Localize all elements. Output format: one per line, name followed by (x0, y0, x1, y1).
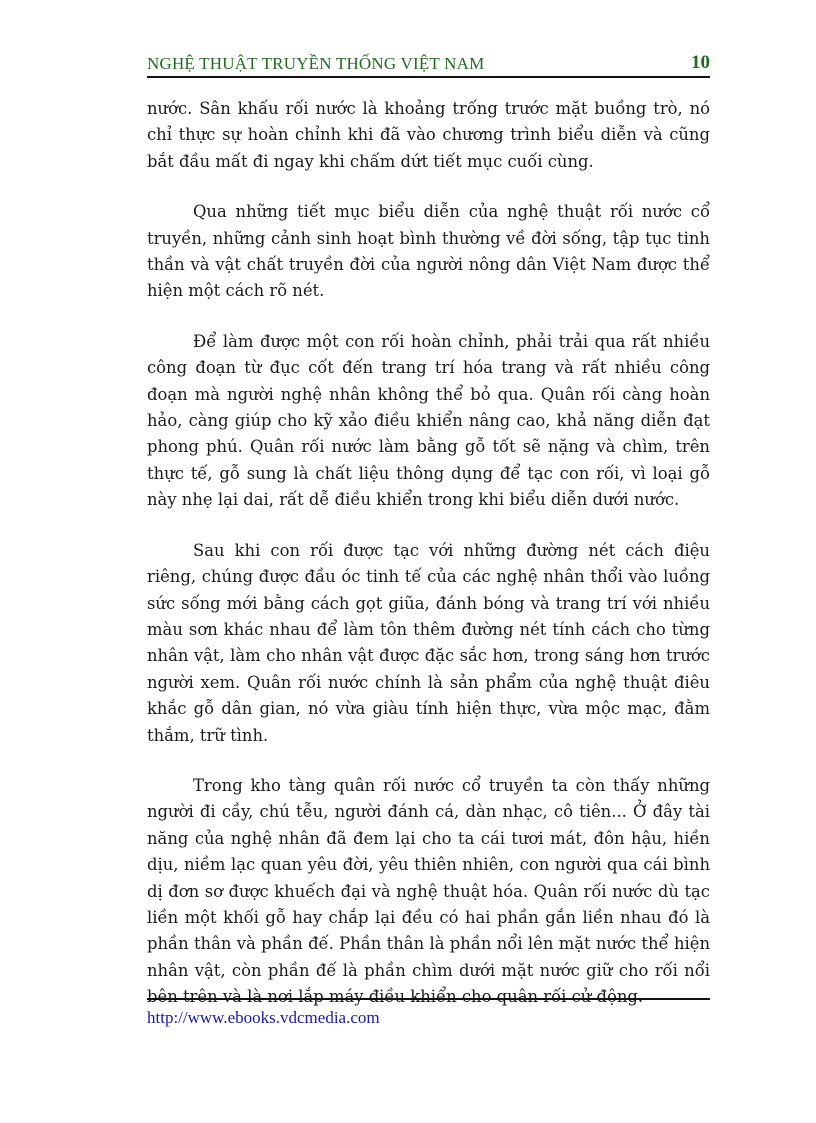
footer-website-link[interactable]: http://www.ebooks.vdcmedia.com (147, 1008, 380, 1027)
paragraph-2: Qua những tiết mục biểu diễn của nghệ thuật rối nước cổ truyền, những cảnh sinh hoạt bình thường về đời sống, tập tục tinh thần và vật chất truyền đời của người nông dân Việt Nam được thể hiện một cách rõ nét. (147, 202, 710, 301)
paragraph-1: nước. Sân khấu rối nước là khoảng trống trước mặt buồng trò, nó chỉ thực sự hoàn chỉnh khi đã vào chương trình biểu diễn và cũng bắt đầu mất đi ngay khi chấm dứt tiết mục cuối cùng. (147, 99, 710, 171)
footer-divider (147, 998, 710, 1000)
page-header (147, 50, 710, 76)
paragraph-4: Sau khi con rối được tạc với những đường nét cách điệu riêng, chúng được đầu óc tinh tế của các nghệ nhân thổi vào luồng sức sống mới bằng cách gọt giũa, đánh bóng và trang trí với nhiều màu sơn khác nhau để làm tôn thêm đường nét tính cách cho từng nhân vật, làm cho nhân vật được đặc sắc hơn, trong sáng hơn trước người xem. Quân rối nước chính là sản phẩm của nghệ thuật điêu khắc gỗ dân gian, nó vừa giàu tính hiện thực, vừa mộc mạc, đằm thắm, trữ tình. (147, 540, 710, 745)
paragraph-5: Trong kho tàng quân rối nước cổ truyền ta còn thấy những người đi cầy, chú tễu, người đánh cá, dàn nhạc, cô tiên... Ở đây tài năng của nghệ nhân đã đem lại cho ta cái tươi mát, đôn hậu, hiền dịu, niềm lạc quan yêu đời, yêu thiên nhiên, con người qua cái bình dị đơn sơ được khuếch đại và nghệ thuật hóa. Quân rối nước dù tạc liền một khối gỗ hay chắp lại đều có hai phần gắn liền nhau đó là phần thân và phần đế. Phần thân là phần nổi lên mặt nước thể hiện nhân vật, còn phần đế là phần chìm dưới mặt nước giữ cho rối nổi bên trên và là nơi lắp máy điều khiển cho quân rối cử động. (147, 775, 710, 1007)
page-number: 10 (691, 52, 710, 73)
header-divider (147, 76, 710, 78)
page-body (147, 96, 710, 1035)
paragraph-3: Để làm được một con rối hoàn chỉnh, phải trải qua rất nhiều công đoạn từ đục cốt đến trang trí hóa trang và rất nhiều công đoạn mà người nghệ nhân không thể bỏ qua. Quân rối càng hoàn hảo, càng giúp cho kỹ xảo điều khiển nâng cao, khả năng diễn đạt phong phú. Quân rối nước làm bằng gỗ tốt sẽ nặng và chìm, trên thực tế, gỗ sung là chất liệu thông dụng để tạc con rối, vì loại gỗ này nhẹ lại dai, rất dễ điều khiển trong khi biểu diễn dưới nước. (147, 331, 710, 510)
header-title: NGHỆ THUẬT TRUYỀN THỐNG VIỆT NAM (147, 54, 485, 73)
